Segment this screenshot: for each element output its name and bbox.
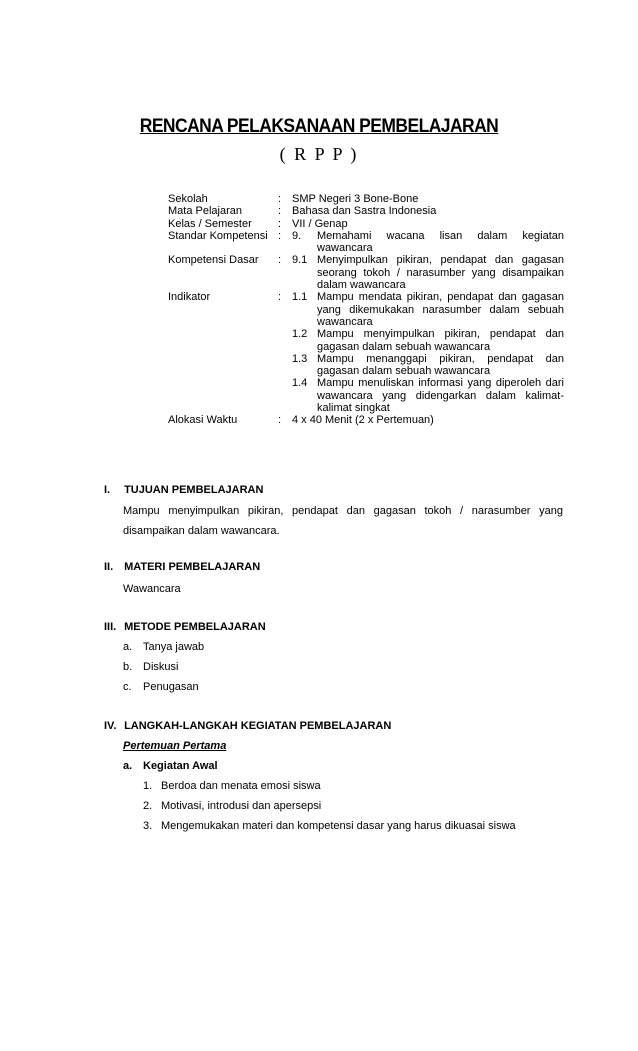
info-label: Standar Kompetensi xyxy=(168,229,268,242)
step-number: 2. xyxy=(143,800,153,812)
standar-number: 9. xyxy=(292,229,302,242)
info-label: Kelas / Semester xyxy=(168,217,252,230)
info-row-kelas xyxy=(168,218,564,230)
section-heading-tujuan xyxy=(104,484,263,496)
step-item xyxy=(143,780,321,792)
info-row-kompetensi xyxy=(168,254,564,291)
info-colon: : xyxy=(278,291,282,304)
kegiatan-letter: a. xyxy=(123,760,133,772)
tujuan-text: Mampu menyimpulkan pikiran, pendapat dan gagasan tokoh / narasumber yang disampaikan dalam wawancara. xyxy=(123,505,563,537)
step-text: Mengemukakan materi dan kompetensi dasar yang harus dikuasai siswa xyxy=(161,820,516,832)
info-row-alokasi xyxy=(168,414,564,426)
identity-block xyxy=(168,193,564,427)
section-number: I. xyxy=(104,484,111,496)
section-title: LANGKAH-LANGKAH KEGIATAN PEMBELAJARAN xyxy=(124,720,392,732)
info-label: Alokasi Waktu xyxy=(168,414,238,427)
info-colon: : xyxy=(278,254,282,267)
info-row-sekolah xyxy=(168,193,564,205)
standar-text: Memahami wacana lisan dalam kegiatan wawancara xyxy=(317,229,564,255)
info-label: Kompetensi Dasar xyxy=(168,254,259,267)
info-row-indikator xyxy=(168,291,564,414)
metode-letter: b. xyxy=(123,661,133,673)
info-label: Indikator xyxy=(168,291,211,304)
info-colon: : xyxy=(278,229,282,242)
info-label: Mata Pelajaran xyxy=(168,205,242,218)
kompetensi-text: Menyimpulkan pikiran, pendapat dan gagasan seorang tokoh / narasumber yang disampaikan dalam wawancara xyxy=(317,254,564,292)
metode-text: Penugasan xyxy=(143,681,199,693)
info-value: Bahasa dan Sastra Indonesia xyxy=(292,205,437,218)
step-text: Berdoa dan menata emosi siswa xyxy=(161,780,321,792)
kegiatan-title: Kegiatan Awal xyxy=(143,760,218,772)
section-title: TUJUAN PEMBELAJARAN xyxy=(124,484,264,496)
kegiatan-heading xyxy=(123,760,218,772)
indikator-text: Mampu menuliskan informasi yang diperoleh dari wawancara yang didengarkan dalam kalimat-kalimat singkat xyxy=(317,377,564,415)
section-number: II. xyxy=(104,561,114,573)
section-title: MATERI PEMBELAJARAN xyxy=(124,561,261,573)
section-number: IV. xyxy=(104,720,117,732)
step-item xyxy=(143,800,321,812)
info-row-standar xyxy=(168,230,564,255)
info-row-mapel xyxy=(168,205,564,217)
metode-text: Diskusi xyxy=(143,661,179,673)
indikator-text: Mampu menanggapi pikiran, pendapat dan gagasan dalam sebuah wawancara xyxy=(317,352,564,378)
indikator-number: 1.1 xyxy=(292,291,308,304)
indikator-item xyxy=(292,291,564,328)
indikator-number: 1.3 xyxy=(292,352,308,365)
indikator-text: Mampu mendata pikiran, pendapat dan gagasan yang dikemukakan narasumber dalam sebuah wawancara xyxy=(317,291,564,328)
kompetensi-value xyxy=(292,254,564,291)
metode-letter: a. xyxy=(123,641,133,653)
metode-item xyxy=(123,681,199,693)
step-number: 3. xyxy=(143,820,153,832)
info-value: VII / Genap xyxy=(292,217,348,230)
indikator-item xyxy=(292,377,564,414)
step-item xyxy=(143,820,516,832)
metode-item xyxy=(123,661,178,673)
metode-text: Tanya jawab xyxy=(143,641,205,653)
metode-letter: c. xyxy=(123,681,132,693)
indikator-number: 1.2 xyxy=(292,328,308,341)
info-value: SMP Negeri 3 Bone-Bone xyxy=(292,193,419,205)
pertemuan-title: Pertemuan Pertama xyxy=(123,740,227,752)
standar-value xyxy=(292,230,564,255)
section-heading-materi xyxy=(104,561,260,573)
indikator-item xyxy=(292,353,564,378)
kompetensi-number: 9.1 xyxy=(292,254,308,267)
indikator-number: 1.4 xyxy=(292,377,308,390)
indikator-list xyxy=(292,291,564,414)
info-value: 4 x 40 Menit (2 x Pertemuan) xyxy=(292,414,434,427)
materi-text: Wawancara xyxy=(123,583,181,595)
info-colon: : xyxy=(278,193,282,205)
section-number: III. xyxy=(104,621,117,633)
info-colon: : xyxy=(278,217,282,230)
info-label: Sekolah xyxy=(168,193,208,205)
document-title: RENCANA PELAKSANAAN PEMBELAJARAN xyxy=(139,116,499,137)
indikator-item xyxy=(292,328,564,353)
metode-item xyxy=(123,641,204,653)
section-heading-metode xyxy=(104,621,266,633)
section-title: METODE PEMBELAJARAN xyxy=(124,621,266,633)
indikator-text: Mampu menyimpulkan pikiran, pendapat dan gagasan dalam sebuah wawancara xyxy=(317,328,564,353)
step-number: 1. xyxy=(143,780,153,792)
info-colon: : xyxy=(278,205,282,218)
document-subtitle: ( R P P ) xyxy=(279,144,359,164)
section-heading-langkah xyxy=(104,720,391,732)
info-colon: : xyxy=(278,414,282,427)
step-text: Motivasi, introdusi dan apersepsi xyxy=(161,800,322,812)
